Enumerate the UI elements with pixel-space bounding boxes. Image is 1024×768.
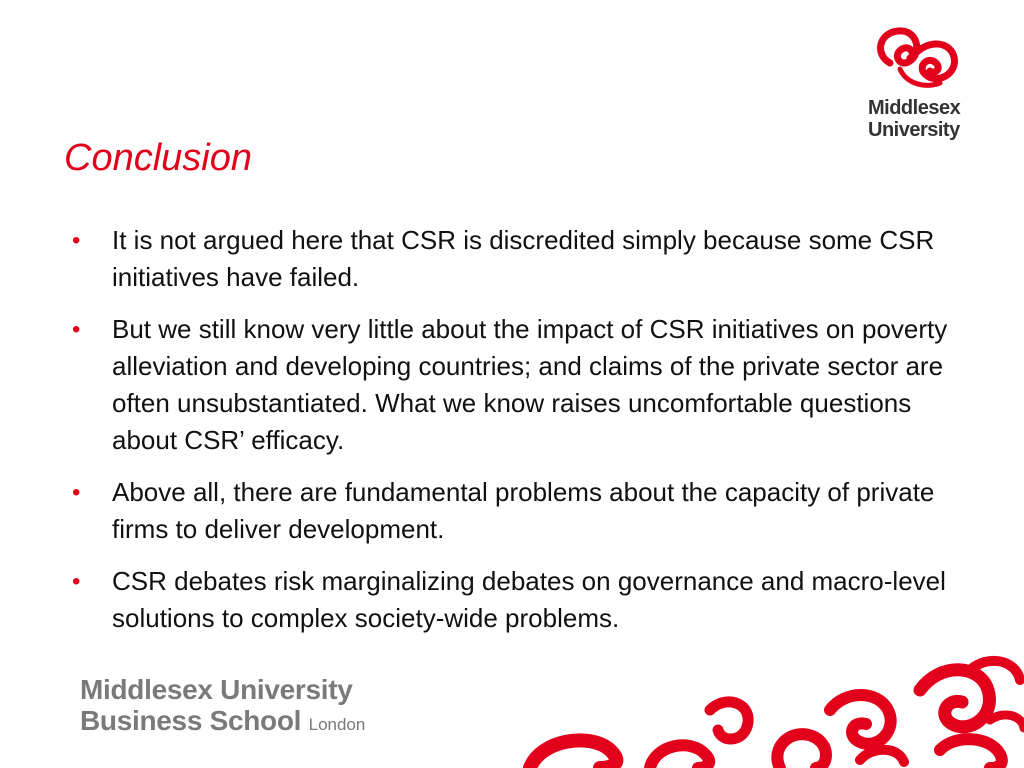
bullet-icon: •: [72, 316, 81, 343]
bullet-icon: •: [72, 479, 81, 506]
list-item: [72, 222, 977, 296]
list-item: [72, 474, 977, 548]
bullet-text: But we still know very little about the impact of CSR initiatives on poverty alleviation and developing countries; and claims of the private sector are often unsubstantiated. What we know raises uncomfortable questions about CSR’ efficacy.: [112, 314, 948, 455]
university-logo: [862, 25, 972, 150]
logo-line1: Middlesex: [868, 97, 961, 119]
bullet-icon: •: [72, 568, 81, 595]
bullet-list: [72, 222, 977, 652]
list-item: [72, 563, 977, 637]
footer-line1: Middlesex University: [80, 674, 353, 705]
bullet-icon: •: [72, 227, 81, 254]
bullet-text: CSR debates risk marginalizing debates on governance and macro-level solutions to complex society-wide problems.: [112, 566, 946, 633]
bullet-text: It is not argued here that CSR is discredited simply because some CSR initiatives have failed.: [112, 225, 935, 292]
list-item: [72, 311, 977, 459]
logo-line2: University: [868, 119, 960, 141]
footer-line2: [80, 705, 365, 740]
bullet-text: Above all, there are fundamental problems about the capacity of private firms to deliver development.: [112, 477, 935, 544]
decorative-swirls-icon: [500, 650, 1024, 768]
logo-text: [868, 97, 960, 141]
business-school-logo: [80, 674, 365, 740]
slide-title: Conclusion: [64, 137, 252, 179]
middlesex-swirl-logo-icon: [870, 25, 965, 95]
footer-london: London: [308, 715, 366, 734]
footer-line2-text: Business School: [80, 705, 302, 736]
